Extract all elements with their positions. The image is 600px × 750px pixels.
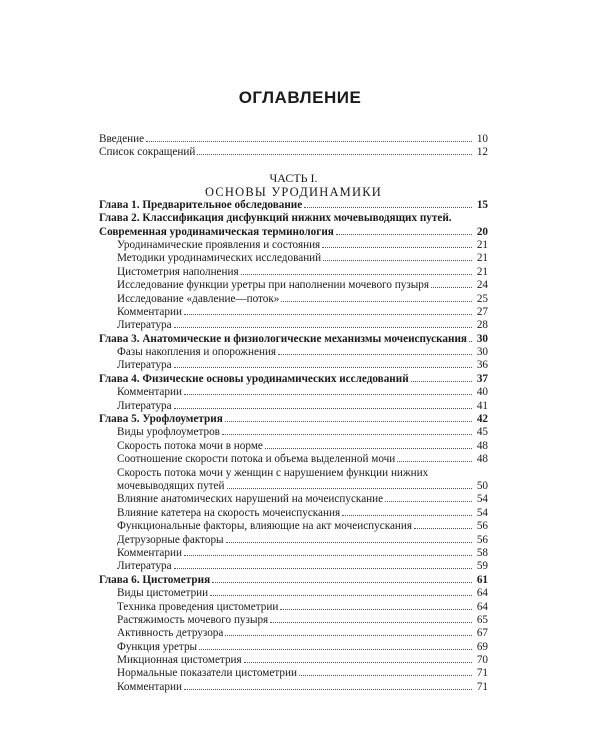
- dot-leader: [197, 146, 472, 155]
- toc-entry[interactable]: [99, 279, 488, 292]
- toc-entry[interactable]: [99, 667, 488, 680]
- toc-entry-title: Скорость потока мочи у женщин с нарушением функции нижних: [117, 466, 429, 479]
- toc-entry-title: Глава 4. Физические основы уродинамических исследований: [99, 372, 409, 385]
- toc-entry-title: Методики уродинамических исследований: [117, 252, 322, 265]
- toc-chapter-entry[interactable]: [99, 226, 488, 239]
- part-name: ОСНОВЫ УРОДИНАМИКИ: [204, 184, 382, 199]
- chapter-list: [99, 199, 488, 694]
- toc-page-number: 64: [476, 600, 488, 613]
- dot-leader: [212, 574, 472, 583]
- toc-entry-title: Комментарии: [117, 305, 182, 318]
- toc-entry[interactable]: [99, 400, 488, 413]
- toc-entry-title: Нормальные показатели цистометрии: [117, 667, 297, 680]
- toc-entry-title: Влияние анатомических нарушений на мочеиспускание: [117, 493, 384, 506]
- dot-leader: [265, 440, 472, 449]
- dot-leader: [174, 560, 472, 569]
- toc-page-number: 71: [476, 680, 488, 693]
- toc-entry-title: Уродинамические проявления и состояния: [117, 238, 321, 251]
- toc-entry-title: Цистометрия наполнения: [117, 265, 239, 278]
- toc-entry-title: Комментарии: [117, 386, 182, 399]
- dot-leader: [227, 480, 472, 489]
- front-matter-list: [99, 133, 488, 160]
- toc-entry-title: Глава 1. Предварительное обследование: [99, 198, 303, 211]
- toc-page-number: 54: [476, 506, 488, 519]
- toc-entry-title: Влияние катетера на скорость мочеиспускания: [117, 506, 341, 519]
- toc-entry-title: Соотношение скорости потока и объема выделенной мочи: [117, 453, 396, 466]
- toc-page-number: 45: [476, 426, 488, 439]
- toc-page-number: 70: [476, 654, 488, 667]
- toc-page-number: 21: [476, 252, 488, 265]
- toc-entry-title: Исследование функции уретры при наполнении мочевого пузыря: [117, 279, 429, 292]
- toc-entry[interactable]: [99, 654, 488, 667]
- toc-entry[interactable]: [99, 146, 488, 159]
- dot-leader: [278, 346, 472, 355]
- toc-entry-title: Глава 3. Анатомические и физиологические механизмы мочеиспускания: [99, 332, 467, 345]
- toc-entry-title: Список сокращений: [99, 146, 196, 159]
- dot-leader: [222, 426, 472, 435]
- toc-entry[interactable]: [99, 346, 488, 359]
- toc-page-number: 20: [476, 225, 488, 238]
- toc-page-number: 27: [476, 305, 488, 318]
- dot-leader: [411, 373, 472, 382]
- toc-page-number: 54: [476, 493, 488, 506]
- toc-entry-title: Активность детрузора: [117, 627, 224, 640]
- dot-leader: [225, 413, 472, 422]
- toc-entry-title: Литература: [117, 359, 172, 372]
- dot-leader: [244, 654, 472, 663]
- toc-entry[interactable]: [99, 440, 488, 453]
- toc-entry[interactable]: [99, 534, 488, 547]
- toc-entry[interactable]: [99, 627, 488, 640]
- toc-page-number: 28: [476, 319, 488, 332]
- dot-leader: [299, 667, 472, 676]
- toc-entry[interactable]: [99, 547, 488, 560]
- toc-entry[interactable]: [99, 614, 488, 627]
- dot-leader: [210, 587, 472, 596]
- toc-page-number: 69: [476, 640, 488, 653]
- toc-entry-title: Глава 6. Цистометрия: [99, 573, 211, 586]
- toc-page-number: 58: [476, 546, 488, 559]
- toc-entry[interactable]: [99, 587, 488, 600]
- toc-entry-title: мочевыводящих путей: [117, 479, 225, 492]
- toc-entry[interactable]: [99, 507, 488, 520]
- toc-page-number: 24: [476, 279, 488, 292]
- toc-entry[interactable]: [99, 493, 488, 506]
- dot-leader: [184, 386, 472, 395]
- toc-entry[interactable]: [99, 306, 488, 319]
- toc-entry[interactable]: [99, 641, 488, 654]
- toc-page-number: 50: [476, 479, 488, 492]
- toc-entry-title: Литература: [117, 560, 172, 573]
- part-label: ЧАСТЬ I.: [269, 170, 318, 185]
- toc-page-number: 65: [476, 613, 488, 626]
- dot-leader: [336, 226, 472, 235]
- toc-entry-title: Фазы накопления и опорожнения: [117, 346, 277, 359]
- toc-entry-title: Виды цистометрии: [117, 587, 209, 600]
- dot-leader: [226, 534, 472, 543]
- dot-leader: [385, 493, 472, 502]
- dot-leader: [174, 319, 472, 328]
- dot-leader: [174, 359, 472, 368]
- toc-entry-title: Скорость потока мочи в норме: [117, 439, 263, 452]
- toc-page-number: 40: [476, 386, 488, 399]
- dot-leader: [146, 133, 472, 142]
- toc-entry-title: Микционная цистометрия: [117, 654, 242, 667]
- dot-leader: [397, 453, 472, 462]
- toc-entry[interactable]: [99, 266, 488, 279]
- toc-entry-title: Виды урофлоуметров: [117, 426, 220, 439]
- toc-page-number: 41: [476, 399, 488, 412]
- toc-entry[interactable]: [99, 467, 488, 480]
- toc-entry-title: Функциональные факторы, влияющие на акт мочеиспускания: [117, 520, 413, 533]
- toc-page-number: 30: [476, 346, 488, 359]
- dot-leader: [469, 333, 472, 342]
- toc-entry[interactable]: [99, 453, 488, 466]
- toc-chapter-entry[interactable]: [99, 333, 488, 346]
- toc-page-number: 21: [476, 265, 488, 278]
- toc-page-number: 48: [476, 439, 488, 452]
- dot-leader: [304, 199, 472, 208]
- dot-leader: [225, 627, 472, 636]
- toc-entry-title: Современная уродинамическая терминология: [99, 225, 334, 238]
- toc-entry[interactable]: [99, 426, 488, 439]
- toc-page-number: 10: [476, 133, 488, 145]
- toc-page-number: 21: [476, 238, 488, 251]
- toc-entry[interactable]: [99, 560, 488, 573]
- toc-page-number: 59: [476, 560, 488, 573]
- toc-entry[interactable]: [99, 520, 488, 533]
- toc-entry[interactable]: [99, 681, 488, 694]
- dot-leader: [431, 279, 472, 288]
- toc-entry[interactable]: [99, 239, 488, 252]
- table-of-contents: [99, 133, 488, 694]
- toc-entry[interactable]: [99, 293, 488, 306]
- toc-page-number: 42: [476, 413, 488, 426]
- toc-chapter-entry[interactable]: [99, 373, 488, 386]
- toc-entry[interactable]: [99, 133, 488, 146]
- toc-page-number: 56: [476, 520, 488, 533]
- dot-leader: [322, 239, 472, 248]
- toc-entry-title: Комментарии: [117, 546, 182, 559]
- toc-page-number: 37: [476, 372, 488, 385]
- dot-leader: [199, 641, 472, 650]
- toc-entry-title: Техника проведения цистометрии: [117, 600, 279, 613]
- toc-entry-title: Функция уретры: [117, 640, 198, 653]
- toc-page-number: 12: [476, 146, 488, 159]
- toc-page-number: 64: [476, 587, 488, 600]
- dot-leader: [184, 547, 472, 556]
- toc-page-number: 61: [476, 573, 488, 586]
- toc-entry-title: Литература: [117, 399, 172, 412]
- toc-page-number: 36: [476, 359, 488, 372]
- toc-entry[interactable]: [99, 252, 488, 265]
- dot-leader: [281, 293, 472, 302]
- toc-entry-title: Растяжимость мочевого пузыря: [117, 613, 269, 626]
- toc-entry[interactable]: [99, 359, 488, 372]
- dot-leader: [280, 601, 472, 610]
- dot-leader: [323, 252, 472, 261]
- dot-leader: [414, 520, 472, 529]
- toc-chapter-entry[interactable]: [99, 574, 488, 587]
- dot-leader: [241, 266, 472, 275]
- toc-chapter-entry[interactable]: [99, 413, 488, 426]
- page-title: ОГЛАВЛЕНИЕ: [238, 88, 362, 107]
- toc-page-number: 30: [476, 332, 488, 345]
- dot-leader: [174, 400, 472, 409]
- toc-chapter-entry[interactable]: [99, 199, 488, 212]
- dot-leader: [342, 507, 472, 516]
- toc-page-number: 56: [476, 533, 488, 546]
- toc-entry-title: Детрузорные факторы: [117, 533, 224, 546]
- toc-entry[interactable]: [99, 601, 488, 614]
- toc-entry-title: Комментарии: [117, 680, 182, 693]
- dot-leader: [184, 306, 472, 315]
- toc-page-number: 71: [476, 667, 488, 680]
- toc-entry[interactable]: [99, 386, 488, 399]
- toc-entry-title: Глава 5. Урофлоуметрия: [99, 413, 223, 426]
- toc-page-number: 48: [476, 453, 488, 466]
- toc-entry-title: Исследование «давление—поток»: [117, 292, 280, 305]
- toc-chapter-entry[interactable]: [99, 212, 488, 225]
- toc-entry-title: Литература: [117, 319, 172, 332]
- dot-leader: [270, 614, 472, 623]
- toc-entry[interactable]: [99, 480, 488, 493]
- toc-page-number: 15: [476, 198, 488, 211]
- dot-leader: [184, 681, 472, 690]
- toc-entry-title: Введение: [99, 133, 145, 145]
- toc-entry[interactable]: [99, 319, 488, 332]
- toc-entry-title: Глава 2. Классификация дисфункций нижних мочевыводящих путей.: [99, 212, 452, 225]
- toc-page-number: 25: [476, 292, 488, 305]
- toc-page-number: 67: [476, 627, 488, 640]
